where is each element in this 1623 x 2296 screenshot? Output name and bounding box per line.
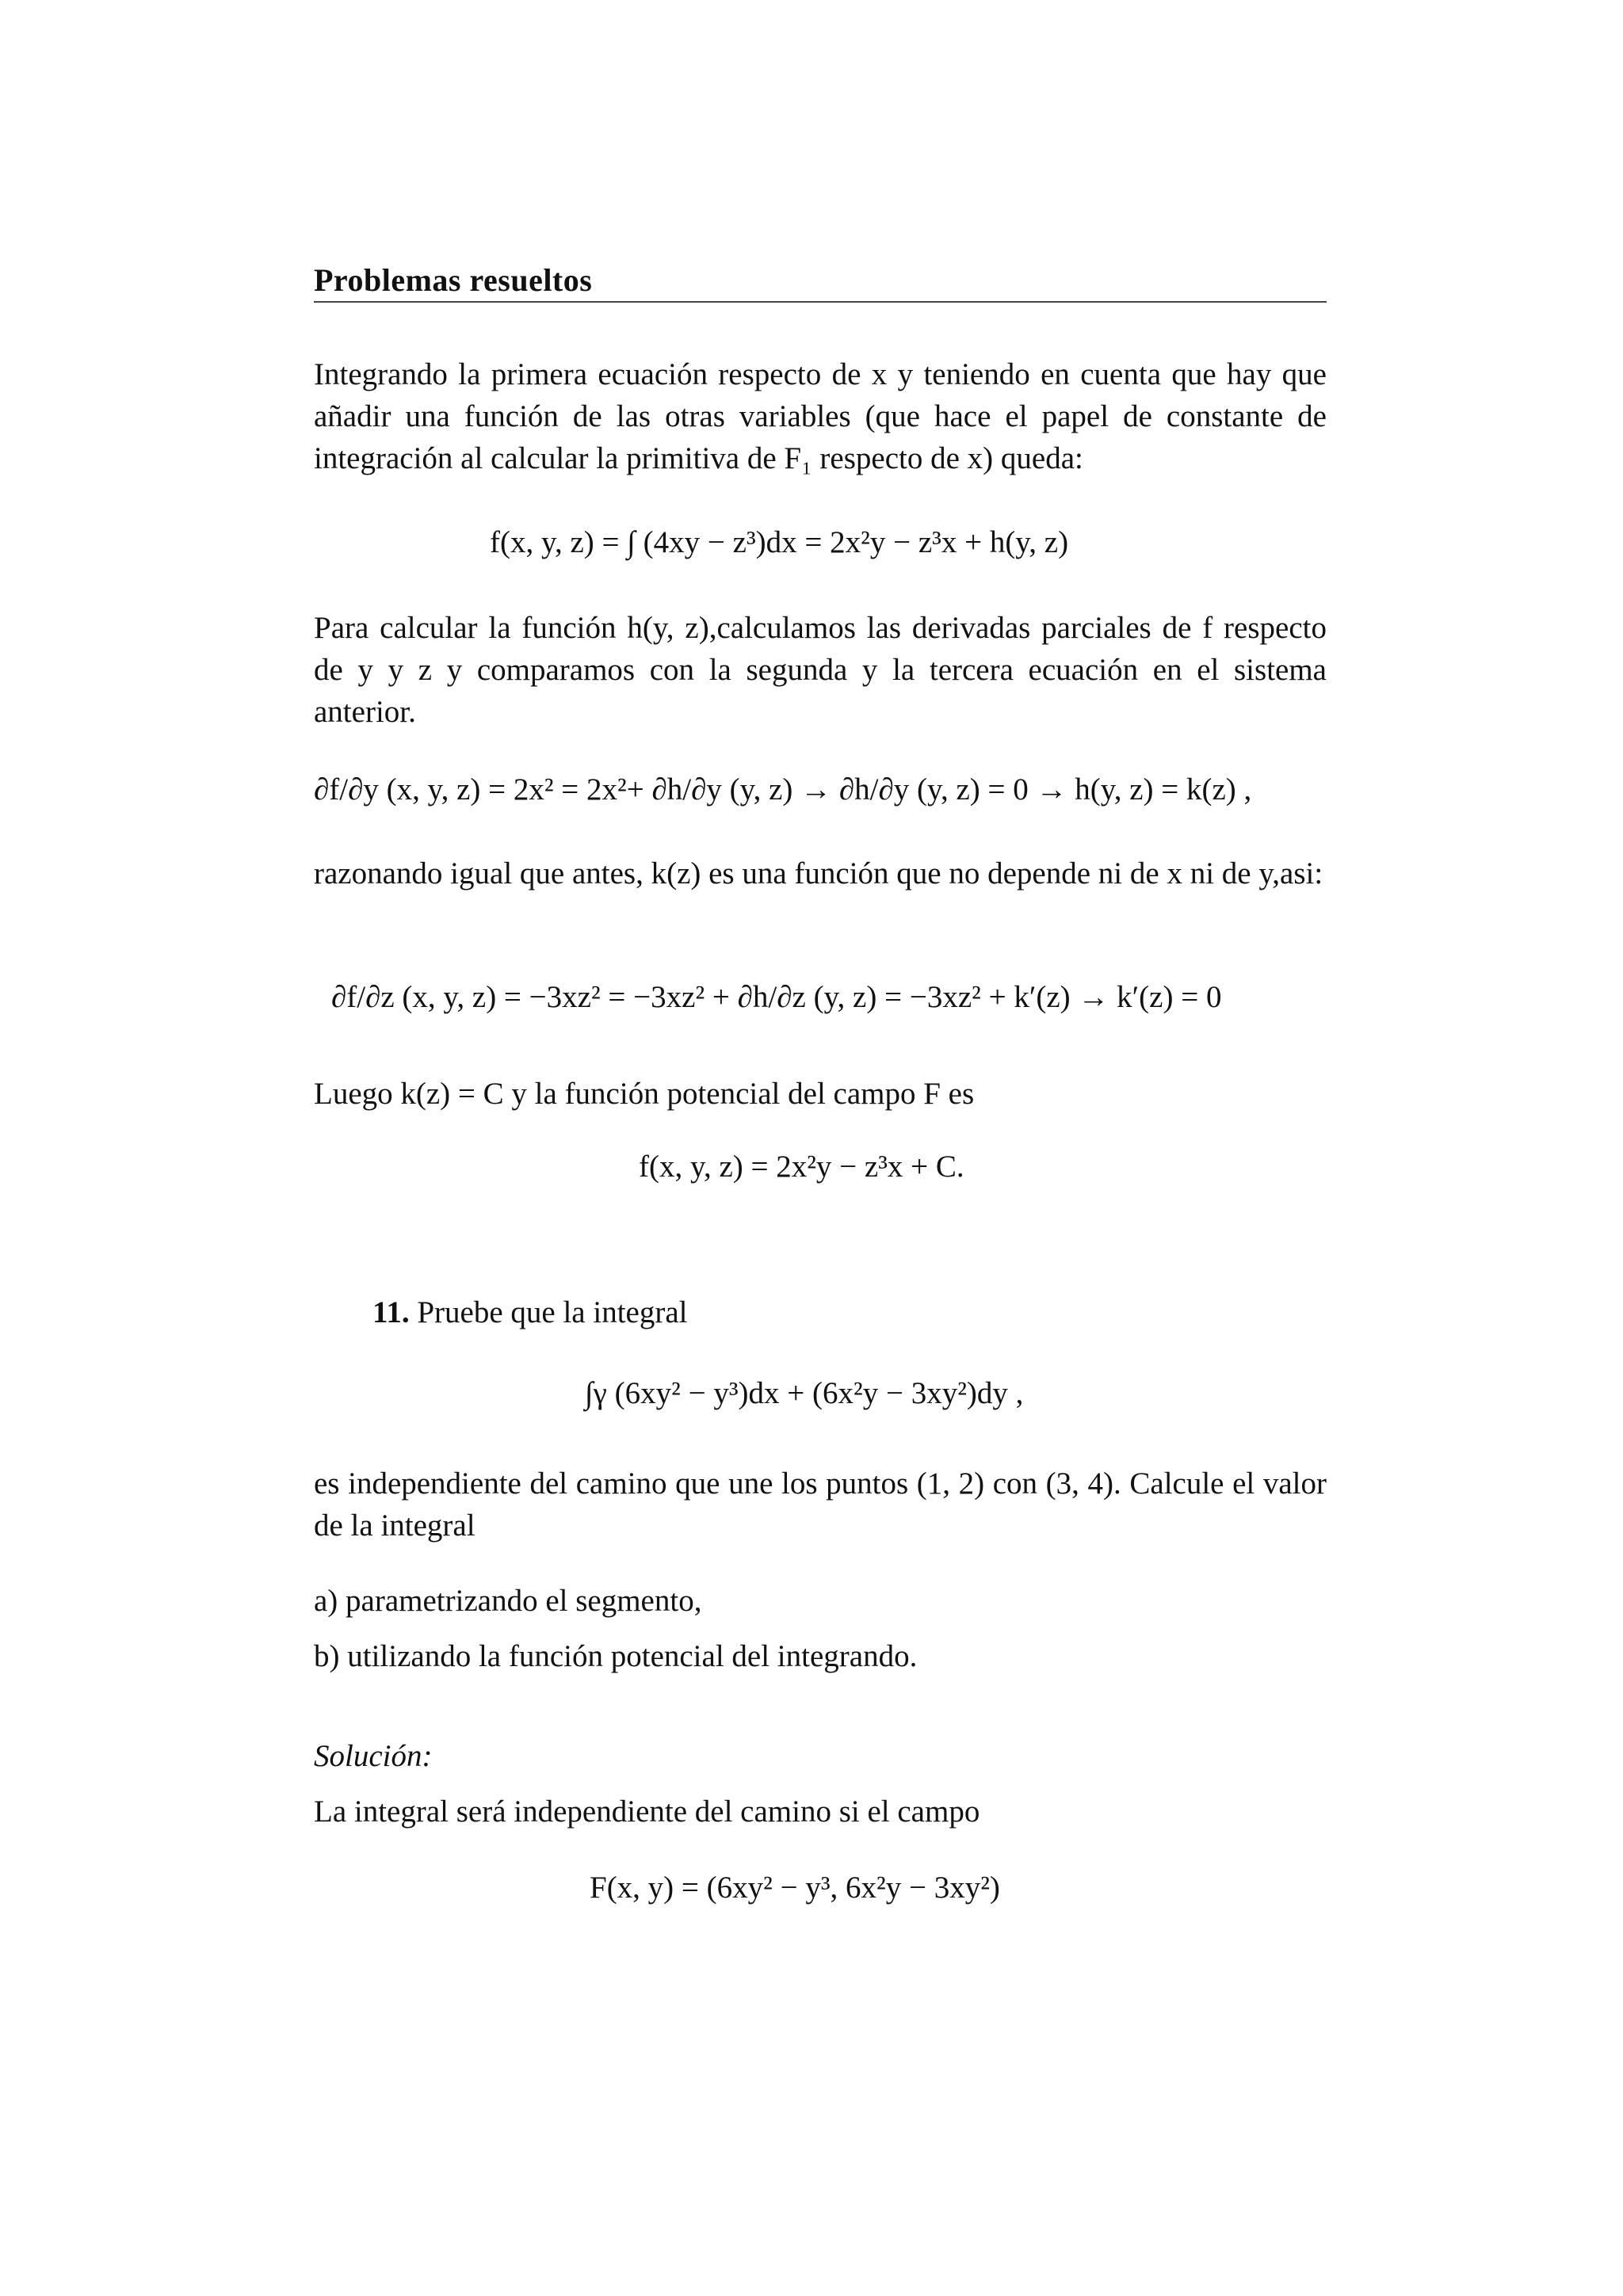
problem-text: Pruebe que la integral (417, 1295, 688, 1329)
paragraph-text: razonando igual que antes, k(z) es una función que no depende ni de x ni de y,asi: (314, 856, 1323, 891)
list-item-a: a) parametrizando el segmento, (314, 1584, 702, 1618)
equation-partial-y: ∂f/∂y (x, y, z) = 2x² = 2x²+ ∂h/∂y (y, z) → ∂h/∂y (y, z) = 0 → h(y, z) = k(z) , (314, 772, 1252, 807)
paragraph-text: es independiente del camino que une los puntos (1, 2) con (3, 4). Calcule el valor de la integral (314, 1466, 1327, 1543)
header-rule (314, 301, 1327, 303)
header-title: Problemas resueltos (314, 262, 593, 298)
paragraph-field-condition: La integral será independiente del camino si el campo (314, 1794, 980, 1829)
problem-11-statement (372, 1291, 1385, 1333)
paragraph-compute-h (314, 607, 1327, 733)
paragraph-path-independence (314, 1463, 1327, 1547)
paragraph-potential-conclusion: Luego k(z) = C y la función potencial del campo F es (314, 1077, 975, 1111)
paragraph-text: Para calcular la función h(y, z),calculamos las derivadas parciales de f respecto de y y z y comparamos con la segunda y la tercera ecuación en el sistema anterior. (314, 611, 1327, 729)
paragraph-text: Integrando la primera ecuación respecto de x y teniendo en cuenta que hay que añadir una función de las otras variables (que hace el papel de constante de integración al calcular la primitiva de F₁ respecto de x) queda: (314, 357, 1327, 475)
paragraph-integration-intro (314, 353, 1327, 479)
list-item-b: b) utilizando la función potencial del integrando. (314, 1639, 918, 1673)
equation-line-integral: ∫γ (6xy² − y³)dx + (6x²y − 3xy²)dy , (585, 1376, 1024, 1410)
problem-number: 11. (372, 1295, 410, 1329)
paragraph-k-reasoning (314, 852, 1327, 894)
running-header (314, 261, 1327, 299)
equation-primitive: f(x, y, z) = ∫ (4xy − z³)dx = 2x²y − z³x + h(y, z) (490, 525, 1069, 559)
equation-partial-z: ∂f/∂z (x, y, z) = −3xz² = −3xz² + ∂h/∂z (y, z) = −3xz² + k′(z) → k′(z) = 0 (331, 980, 1222, 1014)
equation-vector-field: F(x, y) = (6xy² − y³, 6x²y − 3xy²) (590, 1871, 1000, 1905)
solution-label: Solución: (314, 1739, 433, 1773)
equation-potential-function: f(x, y, z) = 2x²y − z³x + C. (639, 1150, 964, 1184)
